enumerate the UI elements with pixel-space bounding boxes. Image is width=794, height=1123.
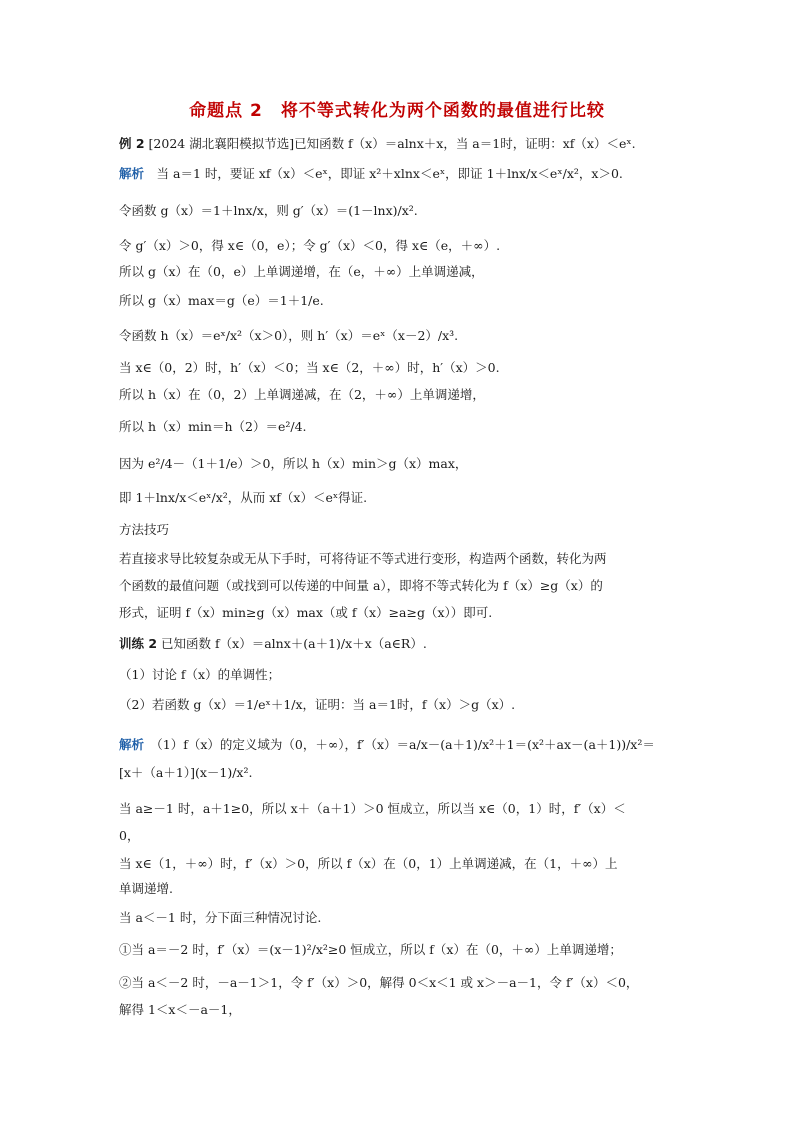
solution-line: ②当 a＜－2 时，－a－1＞1，令 f′（x）＞0，解得 0＜x＜1 或 x＞－a－1，令 f′（x）＜0， <box>119 975 639 990</box>
solution-line: 因为 e²/4－（1＋1/e）＞0，所以 h（x）min＞g（x）max， <box>119 456 468 471</box>
solution-line: 当 x∈（1，＋∞）时，f′（x）＞0，所以 f（x）在（0，1）上单调递减，在（1，＋∞）上 <box>119 856 618 871</box>
solution-line: 令函数 g（x）＝1＋lnx/x，则 g′（x）＝(1－lnx)/x². <box>119 203 418 218</box>
solution-text: （1）f（x）的定义域为（0，＋∞），f′（x）＝a/x－(a＋1)/x²＋1＝(x²＋ax－(a＋1))/x²＝ <box>144 737 655 752</box>
example-line <box>119 136 636 152</box>
example-label: 例 2 <box>119 136 145 151</box>
page-title: 命题点 2 将不等式转化为两个函数的最值进行比较 <box>189 101 605 121</box>
solution-line: 解得 1＜x＜－a－1， <box>119 1002 241 1017</box>
solution-line: 令函数 h（x）＝eˣ/x²（x＞0），则 h′（x）＝eˣ（x－2）/x³. <box>119 328 459 343</box>
training-label: 训练 2 <box>119 636 158 651</box>
solution-line: 所以 g（x）在（0，e）上单调递增，在（e，＋∞）上单调递减， <box>119 264 484 279</box>
method-heading: 方法技巧 <box>119 522 170 537</box>
solution-line: [x＋（a＋1）](x－1)/x². <box>119 765 253 780</box>
solution-line: 所以 h（x）min＝h（2）＝e²/4. <box>119 419 307 434</box>
solution-line: ①当 a＝－2 时，f′（x）＝(x－1)²/x²≥0 恒成立，所以 f（x）在（0，＋∞）上单调递增； <box>119 942 622 957</box>
solution-line: 当 a＜－1 时，分下面三种情况讨论. <box>119 910 322 925</box>
training-text: 已知函数 f（x）＝alnx＋(a＋1)/x＋x（a∈R）. <box>161 636 427 651</box>
solution-line <box>119 166 623 182</box>
solution-line: 当 x∈（0，2）时，h′（x）＜0；当 x∈（2，＋∞）时，h′（x）＞0. <box>119 360 500 375</box>
solution-line: 所以 g（x）max＝g（e）＝1＋1/e. <box>119 293 324 308</box>
training-line: （2）若函数 g（x）＝1/eˣ＋1/x，证明：当 a＝1时，f（x）＞g（x）. <box>119 697 516 712</box>
solution-label: 解析 <box>119 166 145 181</box>
method-line: 若直接求导比较复杂或无从下手时，可将待证不等式进行变形，构造两个函数，转化为两 <box>119 551 607 566</box>
solution-line: 0， <box>119 828 140 843</box>
solution-line <box>119 737 655 753</box>
solution-label: 解析 <box>119 737 145 752</box>
method-line: 形式，证明 f（x）min≥g（x）max（或 f（x）≥a≥g（x））即可. <box>119 605 493 620</box>
example-text: [2024 湖北襄阳模拟节选]已知函数 f（x）＝alnx＋x，当 a＝1时，证明：xf（x）＜eˣ. <box>148 136 636 151</box>
solution-line: 即 1＋lnx/x＜eˣ/x²，从而 xf（x）＜eˣ得证. <box>119 490 368 505</box>
solution-line: 单调递增. <box>119 881 173 896</box>
training-line: （1）讨论 f（x）的单调性； <box>119 667 281 682</box>
solution-text: 当 a＝1 时，要证 xf（x）＜eˣ，即证 x²＋xlnx＜eˣ，即证 1＋lnx/x＜eˣ/x²，x＞0. <box>144 166 623 181</box>
training-line <box>119 636 427 652</box>
solution-line: 令 g′（x）＞0，得 x∈（0，e）；令 g′（x）＜0，得 x∈（e，＋∞）. <box>119 238 501 253</box>
solution-line: 所以 h（x）在（0，2）上单调递减，在（2，＋∞）上单调递增， <box>119 387 485 402</box>
method-line: 个函数的最值问题（或找到可以传递的中间量 a），即将不等式转化为 f（x）≥g（x）的 <box>119 578 603 593</box>
solution-line: 当 a≥－1 时，a＋1≥0，所以 x＋（a＋1）＞0 恒成立，所以当 x∈（0，1）时，f′（x）＜ <box>119 801 626 816</box>
